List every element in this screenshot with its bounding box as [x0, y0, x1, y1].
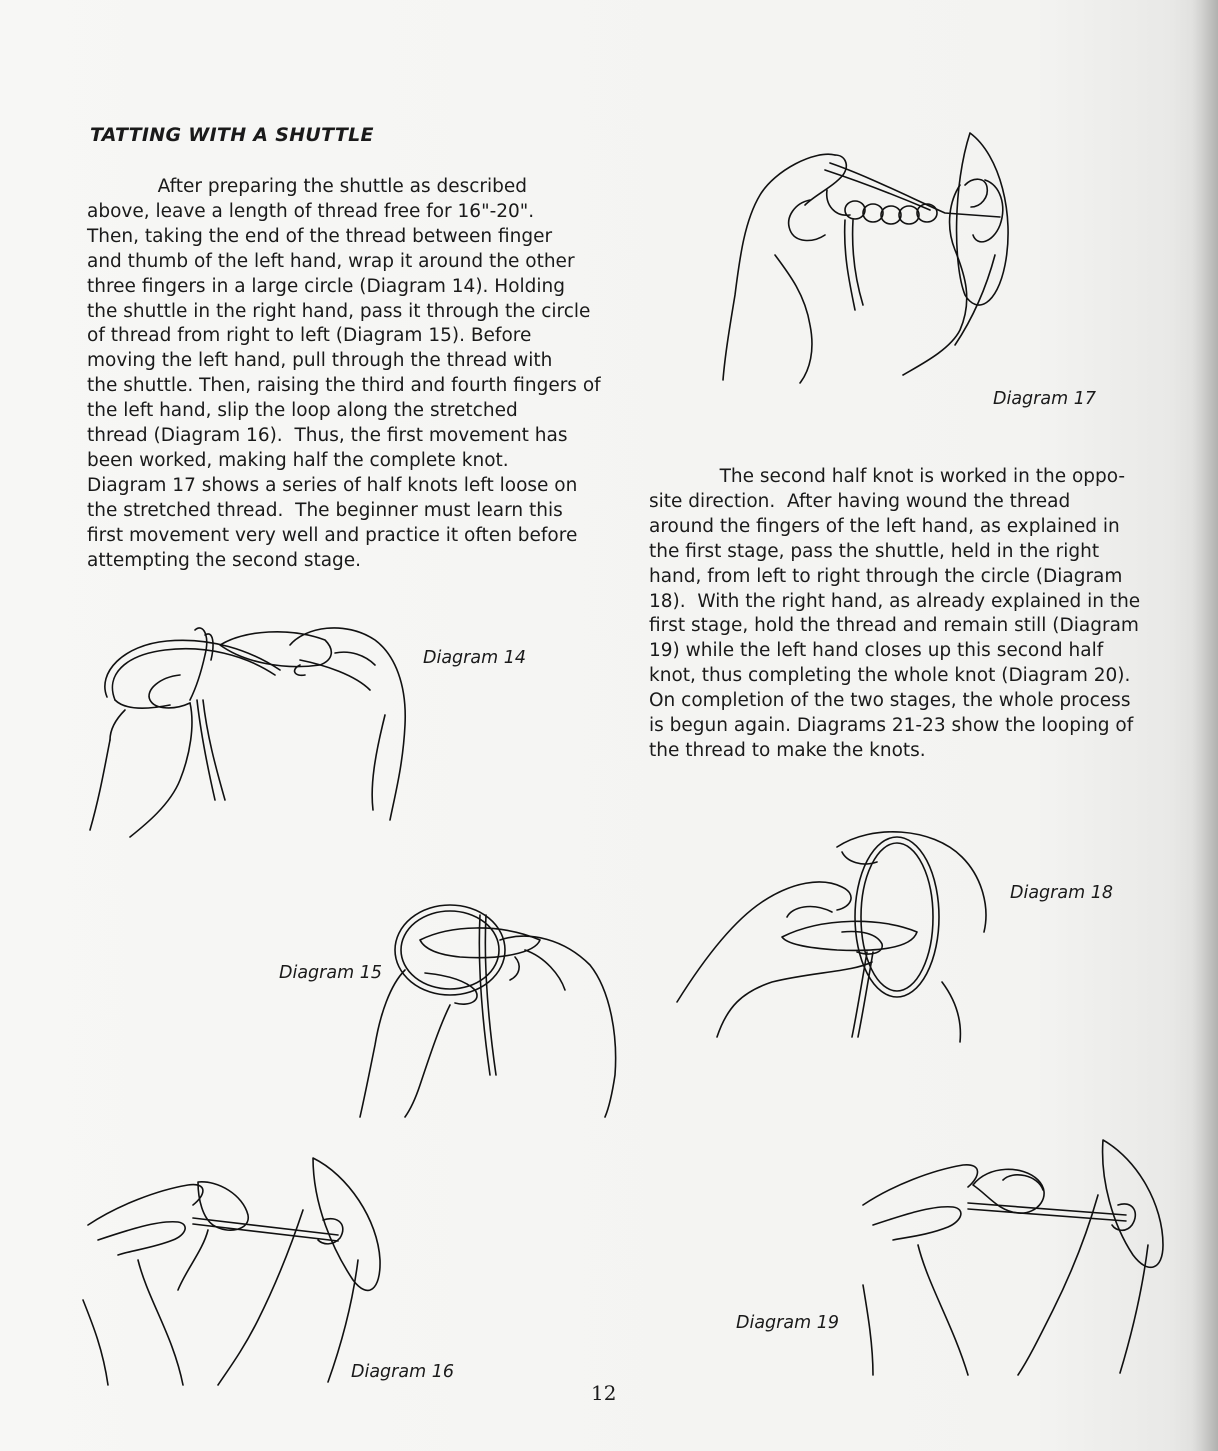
- text-line: above, leave a length of thread free for 16"-20".: [87, 200, 535, 222]
- text-line: of thread from right to left (Diagram 15). Before: [87, 325, 532, 347]
- text-line: the shuttle in the right hand, pass it through the circle: [87, 300, 591, 322]
- diagram-15-illustration: [350, 895, 625, 1120]
- diagram-16-illustration: [78, 1150, 388, 1390]
- text-line: three fingers in a large circle (Diagram 14). Holding: [87, 275, 566, 297]
- page-number: 12: [591, 1381, 617, 1405]
- diagram-19-illustration: [858, 1135, 1178, 1380]
- text-line: Then, taking the end of the thread between finger: [87, 225, 553, 247]
- text-line: attempting the second stage.: [87, 549, 362, 571]
- text-line: been worked, making half the complete knot.: [87, 449, 509, 471]
- caption-diagram-18: Diagram 18: [1010, 883, 1113, 903]
- text-line: the thread to make the knots.: [649, 739, 926, 761]
- caption-diagram-15: Diagram 15: [279, 963, 382, 983]
- text-line: site direction. After having wound the thread: [649, 490, 1071, 512]
- text-line: the shuttle. Then, raising the third and fourth fingers of: [87, 375, 601, 397]
- caption-diagram-17: Diagram 17: [993, 389, 1096, 409]
- text-line: knot, thus completing the whole knot (Diagram 20).: [649, 665, 1131, 687]
- text-line: 19) while the left hand closes up this second half: [649, 640, 1104, 662]
- text-line: Diagram 17 shows a series of half knots left loose on: [87, 474, 578, 496]
- diagram-18-illustration: [672, 822, 1007, 1047]
- text-line: first stage, hold the thread and remain still (Diagram: [649, 615, 1139, 637]
- text-line: hand, from left to right through the circle (Diagram: [649, 565, 1123, 587]
- text-line: first movement very well and practice it often before: [87, 524, 578, 546]
- text-line: and thumb of the left hand, wrap it around the other: [87, 250, 575, 272]
- text-line: 18). With the right hand, as already explained in the: [649, 590, 1141, 612]
- section-heading: TATTING WITH A SHUTTLE: [90, 124, 374, 146]
- text-line: After preparing the shuttle as described: [87, 176, 528, 197]
- text-line: moving the left hand, pull through the thread with: [87, 350, 553, 372]
- caption-diagram-16: Diagram 16: [351, 1362, 454, 1382]
- text-line: The second half knot is worked in the oppo-: [649, 466, 1126, 487]
- diagram-17-illustration: [715, 125, 1025, 385]
- caption-diagram-14: Diagram 14: [423, 648, 526, 668]
- text-line: On completion of the two stages, the whole process: [649, 690, 1131, 712]
- page-edge-shadow: [1192, 0, 1218, 1451]
- text-line: around the fingers of the left hand, as explained in: [649, 515, 1120, 537]
- text-line: is begun again. Diagrams 21-23 show the looping of: [649, 715, 1134, 737]
- diagram-14-illustration: [85, 615, 420, 840]
- text-line: the stretched thread. The beginner must learn this: [87, 499, 563, 521]
- text-line: thread (Diagram 16). Thus, the first movement has: [87, 425, 568, 447]
- text-line: the first stage, pass the shuttle, held in the right: [649, 540, 1100, 562]
- paragraph-left: [87, 175, 647, 574]
- paragraph-right: [649, 465, 1189, 764]
- caption-diagram-19: Diagram 19: [736, 1313, 839, 1333]
- text-line: the left hand, slip the loop along the stretched: [87, 400, 518, 422]
